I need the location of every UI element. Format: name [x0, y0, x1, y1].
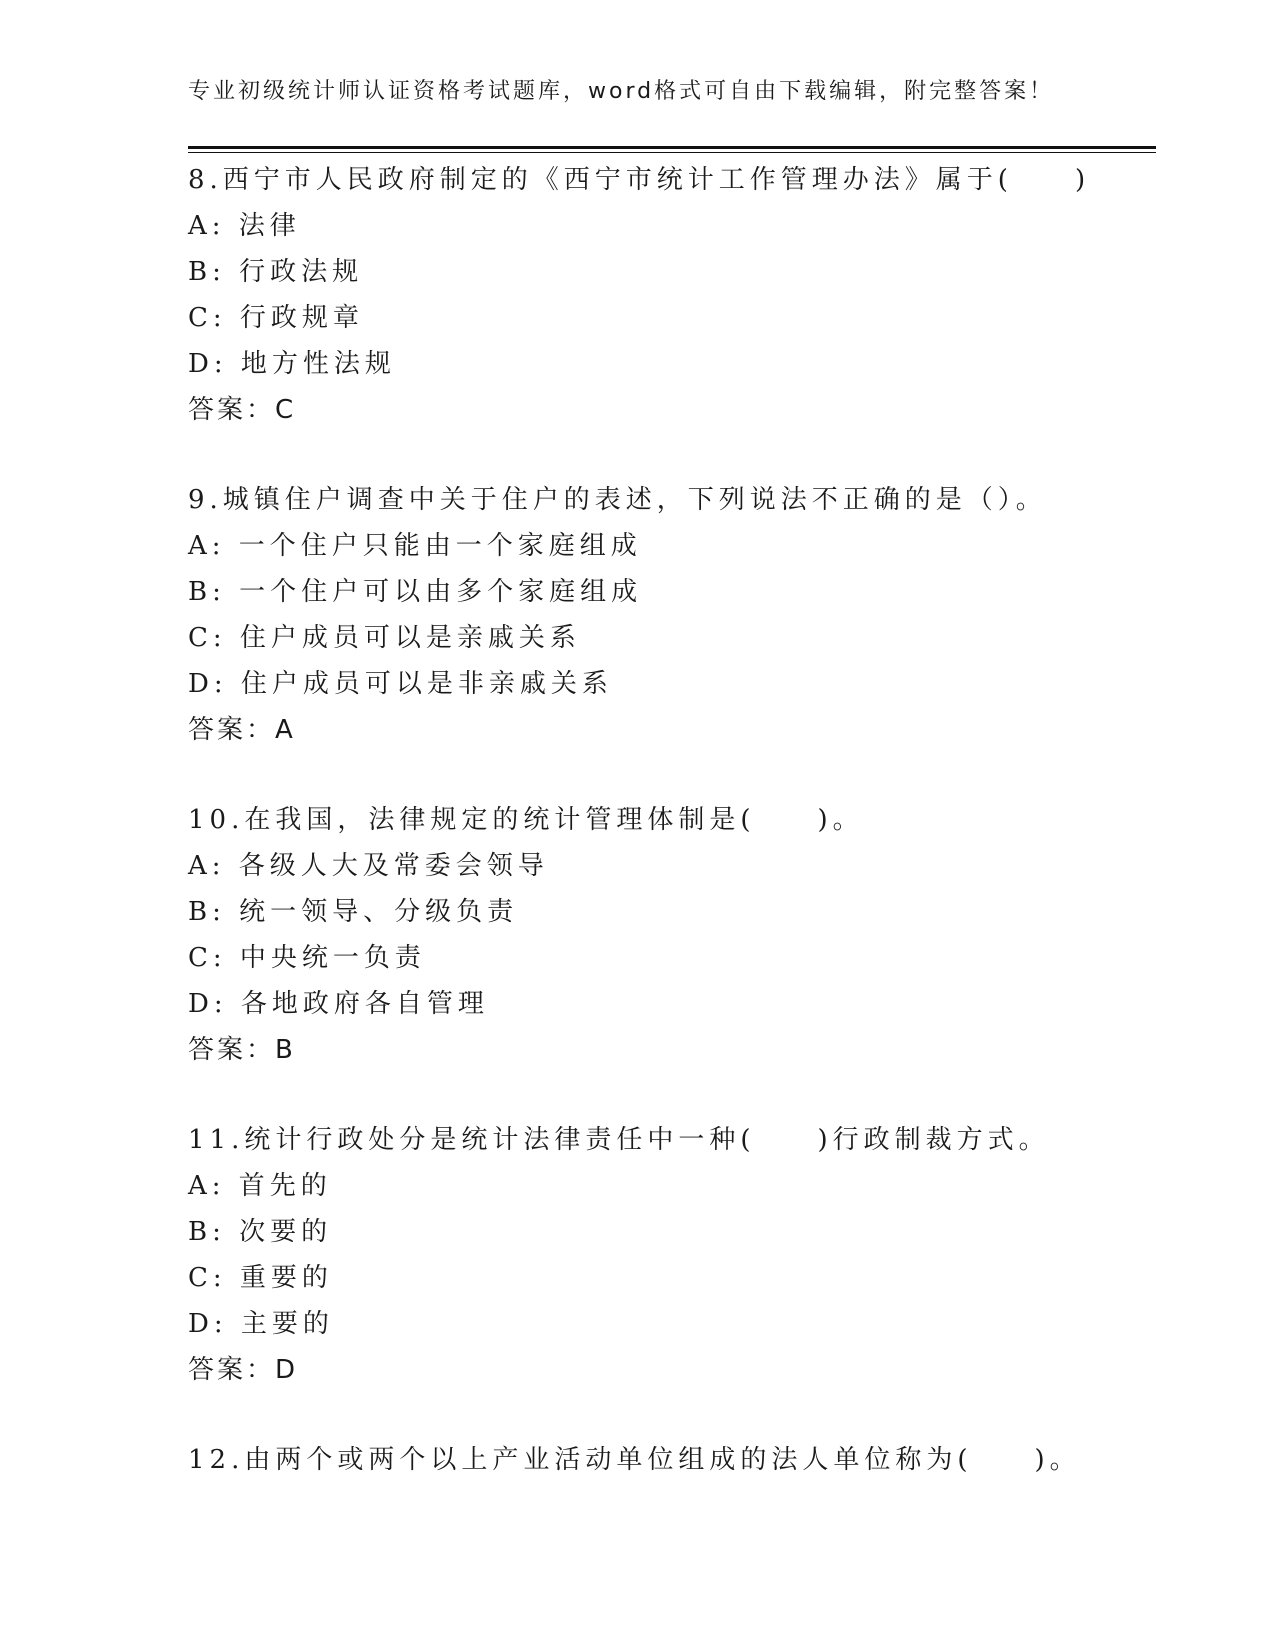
question-8 [188, 157, 1156, 433]
question-stem: 8.西宁市人民政府制定的《西宁市统计工作管理办法》属于( ) [188, 165, 1091, 195]
option-a: A: 各级人大及常委会领导 [188, 851, 549, 881]
answer: 答案：A [188, 715, 296, 745]
header-rule-thin [188, 152, 1156, 153]
question-stem: 12.由两个或两个以上产业活动单位组成的法人单位称为( )。 [188, 1445, 1081, 1475]
option-a: A: 一个住户只能由一个家庭组成 [188, 531, 642, 561]
question-9 [188, 477, 1156, 753]
question-11 [188, 1117, 1156, 1393]
option-d: D: 住户成员可以是非亲戚关系 [188, 669, 613, 699]
question-10 [188, 797, 1156, 1073]
page-header: 专业初级统计师认证资格考试题库，word格式可自由下载编辑，附完整答案！ [188, 79, 1055, 104]
option-c: C: 中央统一负责 [188, 943, 426, 973]
option-b: B: 统一领导、分级负责 [188, 897, 519, 927]
answer: 答案：B [188, 1035, 296, 1065]
option-a: A: 首先的 [188, 1171, 332, 1201]
option-b: B: 行政法规 [188, 257, 364, 287]
option-b: B: 次要的 [188, 1217, 333, 1247]
option-b: B: 一个住户可以由多个家庭组成 [188, 577, 643, 607]
answer: 答案：C [188, 395, 297, 425]
answer: 答案：D [188, 1355, 299, 1385]
question-stem: 9.城镇住户调查中关于住户的表述，下列说法不正确的是（）。 [188, 485, 1047, 515]
header-rule-thick [188, 146, 1156, 149]
question-list [188, 157, 1156, 1527]
option-d: D: 地方性法规 [188, 349, 396, 379]
option-c: C: 行政规章 [188, 303, 364, 333]
option-a: A: 法律 [188, 211, 301, 241]
question-stem: 10.在我国，法律规定的统计管理体制是( )。 [188, 805, 864, 835]
question-12 [188, 1437, 1156, 1483]
option-d: D: 各地政府各自管理 [188, 989, 489, 1019]
option-c: C: 重要的 [188, 1263, 333, 1293]
question-stem: 11.统计行政处分是统计法律责任中一种( )行政制裁方式。 [188, 1125, 1050, 1155]
option-c: C: 住户成员可以是亲戚关系 [188, 623, 581, 653]
option-d: D: 主要的 [188, 1309, 334, 1339]
